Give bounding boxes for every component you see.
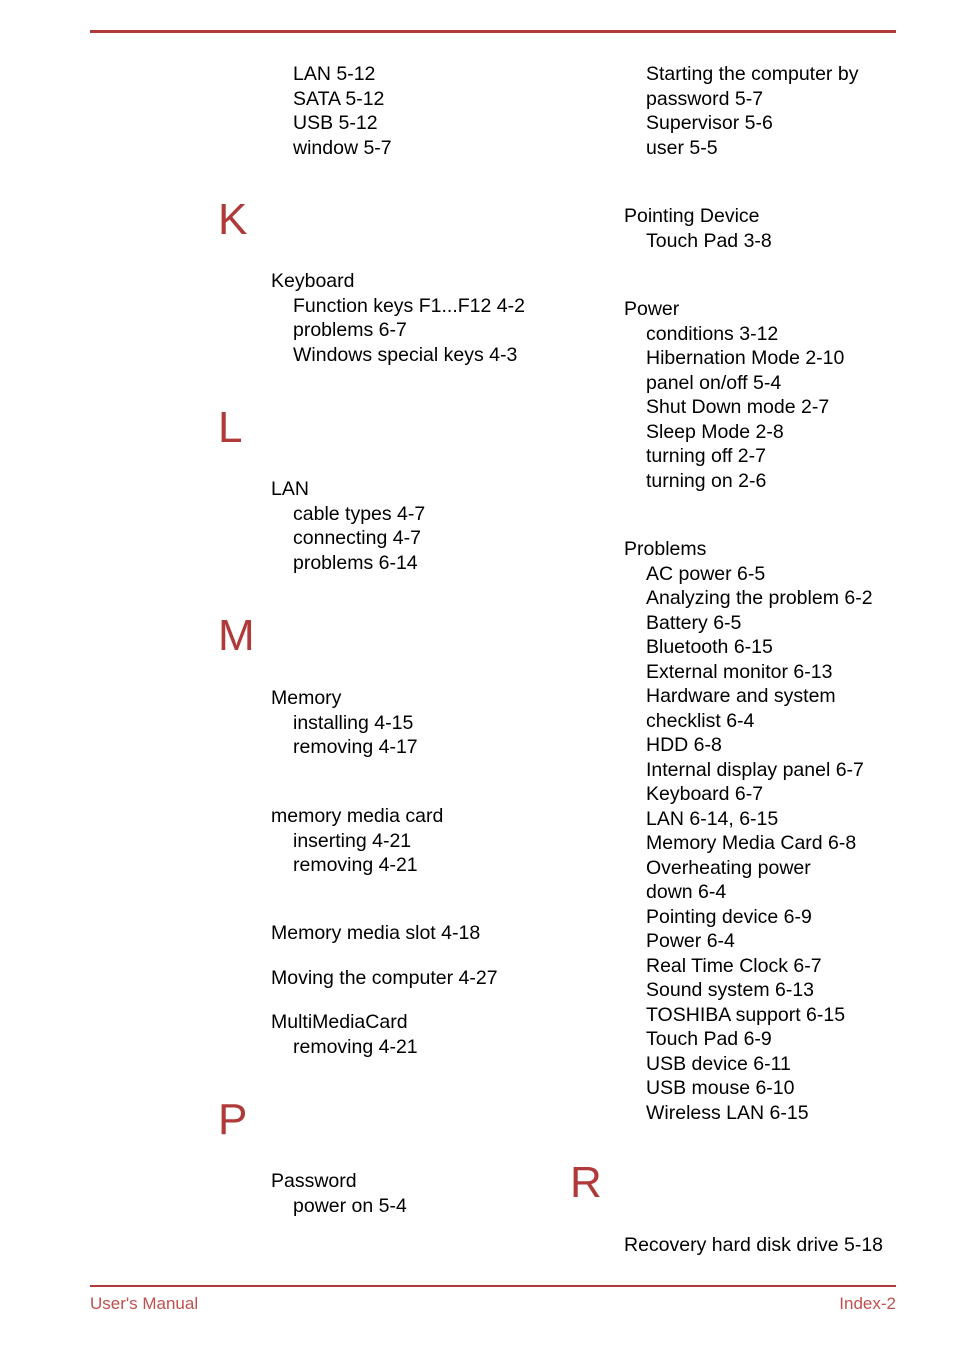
index-heading: Memory media slot 4-18	[271, 922, 481, 944]
index-entry-memory	[271, 686, 418, 760]
index-subentry: Touch Pad 3-8	[646, 229, 772, 252]
index-heading: Power	[624, 298, 680, 320]
index-subentry: inserting 4-21	[293, 829, 412, 852]
index-subentry: Keyboard 6-7	[646, 783, 764, 805]
index-subentry: TOSHIBA support 6-15	[646, 1003, 846, 1026]
index-subentry: user 5-5	[646, 136, 718, 159]
index-entry-moving	[271, 966, 498, 991]
index-subentry: Windows special keys 4-3	[293, 343, 518, 366]
index-heading: LAN	[271, 478, 309, 500]
index-subentry: window 5-7	[293, 136, 392, 159]
index-heading: Memory	[271, 687, 342, 709]
index-subentry: Sleep Mode 2-8	[646, 420, 784, 443]
index-subentry: Pointing device 6-9	[646, 905, 812, 928]
index-entry-problems	[624, 537, 873, 1125]
index-subentry: External monitor 6-13	[646, 660, 833, 683]
index-heading: Moving the computer 4-27	[271, 967, 498, 989]
index-entry-cont-top	[271, 62, 392, 160]
index-subentry: LAN 5-12	[293, 63, 376, 85]
index-subentry: Real Time Clock 6-7	[646, 954, 822, 977]
index-subentry: USB 5-12	[293, 112, 378, 134]
index-subentry: AC power 6-5	[646, 562, 766, 585]
index-entry-power	[624, 297, 844, 493]
index-subentry: Overheating power	[646, 856, 811, 879]
index-heading: memory media card	[271, 805, 444, 827]
index-subentry: Hardware and system	[646, 685, 836, 707]
index-subentry: removing 4-21	[293, 1035, 418, 1058]
index-subentry: Touch Pad 6-9	[646, 1028, 772, 1050]
section-letter-p: P	[218, 1095, 248, 1144]
index-subentry: Wireless LAN 6-15	[646, 1101, 809, 1124]
index-subentry: LAN 6-14, 6-15	[646, 807, 779, 830]
section-letter-k: K	[218, 195, 248, 244]
index-entry-keyboard	[271, 269, 525, 367]
index-subentry: removing 4-21	[293, 854, 418, 876]
index-subentry: checklist 6-4	[646, 709, 755, 732]
index-subentry: HDD 6-8	[646, 734, 722, 756]
index-subentry: Starting the computer by	[646, 63, 859, 85]
section-letter-r: R	[570, 1158, 602, 1207]
index-entry-multimediacard	[271, 1010, 418, 1059]
index-subentry: turning off 2-7	[646, 445, 766, 467]
index-subentry: Memory Media Card 6-8	[646, 832, 857, 854]
index-entry-memory-media-card	[271, 804, 443, 878]
index-subentry: Function keys F1...F12 4-2	[293, 294, 525, 317]
index-subentry: power on 5-4	[293, 1194, 407, 1217]
footer-page-number: Index-2	[839, 1294, 896, 1313]
index-subentry: down 6-4	[646, 881, 727, 903]
index-entry-memory-media-slot	[271, 921, 480, 946]
index-heading: Pointing Device	[624, 205, 760, 227]
index-subentry: password 5-7	[646, 87, 764, 110]
index-heading: Recovery hard disk drive 5-18	[624, 1234, 884, 1256]
index-subentry: Bluetooth 6-15	[646, 636, 773, 658]
index-subentry: Power 6-4	[646, 930, 735, 952]
index-entry-recovery	[624, 1233, 883, 1258]
header-rule	[90, 30, 896, 33]
footer-rule	[90, 1285, 896, 1287]
section-letter-l: L	[218, 403, 243, 452]
index-subentry: problems 6-7	[293, 319, 407, 341]
index-subentry: Battery 6-5	[646, 611, 742, 634]
index-heading: Password	[271, 1170, 357, 1192]
index-entry-lan	[271, 477, 425, 575]
index-subentry: USB mouse 6-10	[646, 1077, 795, 1099]
index-subentry: Analyzing the problem 6-2	[646, 587, 873, 609]
index-subentry: connecting 4-7	[293, 527, 421, 549]
index-entry-password-cont	[624, 62, 858, 160]
index-subentry: Shut Down mode 2-7	[646, 396, 830, 418]
index-subentry: USB device 6-11	[646, 1052, 791, 1075]
index-heading: MultiMediaCard	[271, 1011, 408, 1033]
index-entry-pointing-device	[624, 204, 772, 253]
index-subentry: problems 6-14	[293, 551, 418, 574]
index-heading: Problems	[624, 538, 707, 560]
index-subentry: SATA 5-12	[293, 87, 385, 110]
index-subentry: panel on/off 5-4	[646, 371, 782, 394]
index-entry-password	[271, 1169, 407, 1218]
index-subentry: Hibernation Mode 2-10	[646, 347, 845, 369]
index-subentry: cable types 4-7	[293, 502, 426, 525]
index-subentry: removing 4-17	[293, 736, 418, 758]
index-subentry: conditions 3-12	[646, 322, 779, 345]
index-subentry: Supervisor 5-6	[646, 112, 773, 134]
index-subentry: Sound system 6-13	[646, 979, 815, 1001]
index-subentry: installing 4-15	[293, 711, 414, 734]
footer-manual-title: User's Manual	[90, 1294, 199, 1313]
index-heading: Keyboard	[271, 270, 355, 292]
index-subentry: turning on 2-6	[646, 469, 767, 492]
index-subentry: Internal display panel 6-7	[646, 758, 864, 781]
section-letter-m: M	[218, 611, 255, 660]
